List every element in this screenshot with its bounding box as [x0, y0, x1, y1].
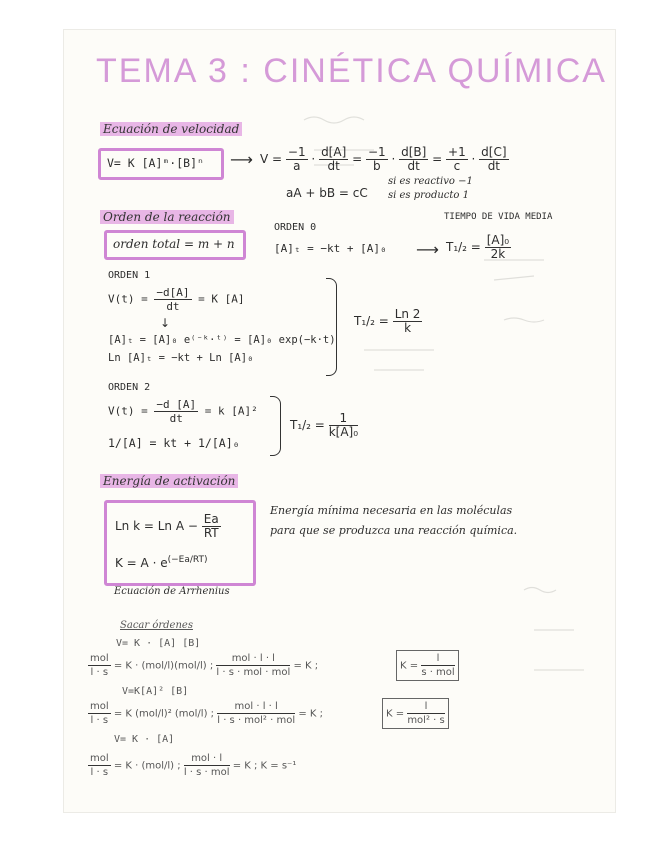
frac-plus-1-c: $\frac{+1}{c}$ — [448, 145, 466, 173]
half-life-label: TIEMPO DE VIDA MEDIA — [444, 212, 553, 222]
arrow-right-icon: ⟶ — [416, 240, 439, 259]
page-title: TEMA 3 : CINÉTICA QUÍMICA — [96, 52, 607, 90]
frac-dC-dt: $\frac{d[C]}{dt}$ — [481, 145, 507, 173]
order2-half-life: T₁/₂ = $\frac{1}{\text{k[A]₀}}$ — [290, 411, 359, 439]
k-units-box-1: K = $\frac{l}{\text{s · mol}}$ — [396, 650, 459, 681]
order1-label: ORDEN 1 — [108, 270, 151, 281]
frac-dA-dt: $\frac{d[A]}{dt}$ — [321, 145, 347, 173]
activation-energy-def-line1: Energía mínima necesaria en las moléculas — [270, 504, 513, 517]
order2-rate: V(t) = $\frac{-d [A]}{dt}$ = k [A]² — [108, 398, 258, 425]
order2-brace — [270, 396, 281, 456]
order1-brace — [326, 278, 337, 376]
order0-equation: [A]ₜ = −kt + [A]₀ — [274, 242, 387, 255]
arrhenius-caption: Ecuación de Arrhenius — [114, 586, 230, 597]
units-derivation-3: $\frac{\text{mol}}{l \cdot s}$ = K · (mol/l) ; $\frac{\text{mol · l}}{\text{l · s · mol}}$ = K ; K = s⁻¹ — [90, 753, 297, 778]
down-arrow-icon: ↓ — [160, 316, 171, 330]
activation-energy-def-line2: para que se produzca una reacción química. — [270, 524, 518, 537]
order2-inverse: 1/[A] = kt + 1/[A]₀ — [108, 436, 240, 450]
order0-label: ORDEN 0 — [274, 222, 317, 233]
frac-minus-1-b: $\frac{-1}{b}$ — [367, 145, 386, 173]
notebook-page — [64, 30, 615, 812]
rate-definition: V = $\frac{-1}{a}$ · $\frac{d[A]}{dt}$ = $\frac{-1}{b}$ · $\frac{d[B]}{dt}$ = $\frac{+1}{c}$ · $\frac{d[C]}{dt}$ — [260, 145, 507, 173]
reactant-sign-note: si es reactivo −1 — [388, 176, 473, 187]
units-derivation-2: $\frac{\text{mol}}{l \cdot s}$ = K (mol/l)² (mol/l) ; $\frac{\text{mol · l · l}}{\text{l · s · mol² · mol}}$ = K ; — [90, 701, 323, 726]
section-heading-units: Sacar órdenes — [120, 620, 193, 631]
arrhenius-log-form: Ln k = Ln A − $\frac{Ea}{RT}$ — [115, 512, 219, 540]
section-heading-reaction-order: Orden de la reacción — [100, 210, 234, 224]
rate-law-order-2: V= K · [A] [B] — [116, 638, 201, 649]
rate-law-order-3: V=K[A]² [B] — [122, 686, 189, 697]
v-label: V = — [260, 152, 283, 166]
arrhenius-box — [104, 500, 256, 586]
section-heading-activation-energy: Energía de activación — [100, 474, 238, 488]
section-heading-rate-equation: Ecuación de velocidad — [100, 122, 242, 136]
order1-log: Ln [A]ₜ = −kt + Ln [A]₀ — [108, 352, 254, 364]
rate-law-order-1: V= K · [A] — [114, 734, 175, 745]
total-order-box — [104, 230, 246, 260]
rate-law-box — [98, 148, 224, 180]
arrhenius-exp-form: $K = A \cdot e^{(-Ea/RT)}$ — [115, 555, 208, 570]
rate-law: V= K [A]ᵐ·[B]ⁿ — [107, 156, 204, 170]
arrow-right-icon: ⟶ — [230, 150, 253, 169]
general-reaction: aA + bB = cC — [286, 186, 368, 200]
order1-half-life: T₁/₂ = $\frac{Ln 2}{k}$ — [354, 307, 421, 335]
order1-rate: V(t) = $\frac{-d[A]}{dt}$ = K [A] — [108, 286, 245, 313]
order2-label: ORDEN 2 — [108, 382, 151, 393]
order1-exponential: [A]ₜ = [A]₀ e⁽⁻ᵏ·ᵗ⁾ = [A]₀ exp(−k·t) — [108, 334, 336, 346]
frac-minus-1-a: $\frac{-1}{a}$ — [287, 145, 306, 173]
product-sign-note: si es producto 1 — [388, 190, 469, 201]
order0-half-life: T₁/₂ = $\frac{\text{[A]₀}}{2k}$ — [446, 233, 510, 261]
k-units-box-2: K = $\frac{l}{\text{mol² · s}}$ — [382, 698, 449, 729]
units-derivation-1: $\frac{\text{mol}}{l \cdot s}$ = K · (mol/l)(mol/l) ; $\frac{\text{mol · l · l}}{\text{l · s · mol · mol}}$ = K ; — [90, 653, 319, 678]
frac-dB-dt: $\frac{d[B]}{dt}$ — [401, 145, 427, 173]
total-order: orden total = m + n — [113, 237, 235, 251]
